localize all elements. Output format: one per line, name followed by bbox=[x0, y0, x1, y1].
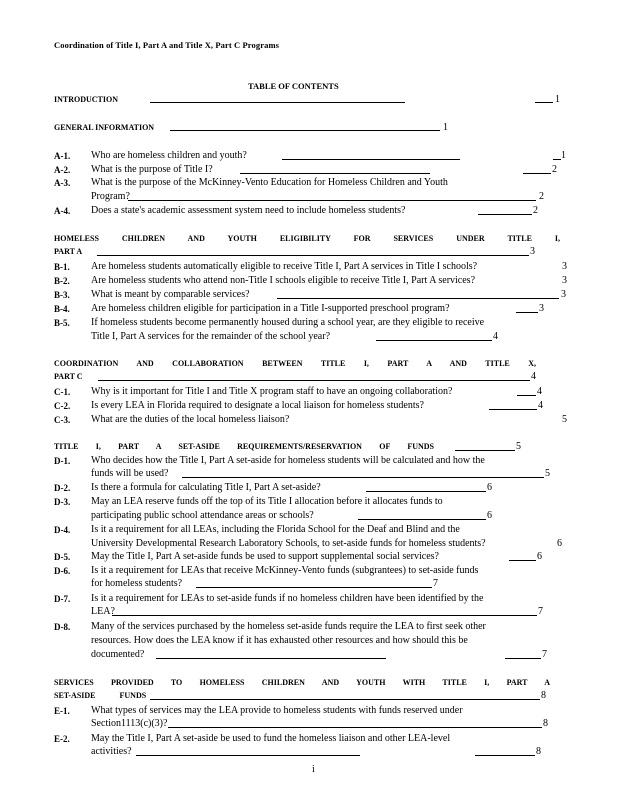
page-number: 2 bbox=[539, 191, 544, 202]
page-number: 4 bbox=[537, 386, 542, 397]
page-number: 3 bbox=[561, 289, 566, 300]
page-number: 7 bbox=[542, 649, 547, 660]
question-id: B-3. bbox=[54, 290, 70, 300]
section-title-line-2: SET-ASIDE FUNDS bbox=[54, 691, 147, 700]
leader-line bbox=[150, 699, 540, 700]
question-text: Who are homeless children and youth? bbox=[91, 150, 247, 161]
question-text: Who decides how the Title I, Part A set-aside for homeless students will be calculated and how the bbox=[91, 455, 485, 466]
question-text-continued: for homeless students? bbox=[91, 578, 183, 589]
leader-line bbox=[282, 159, 460, 160]
section-title-line-2: PART C bbox=[54, 372, 83, 381]
question-text: Why is it important for Title I and Title X program staff to have an ongoing collaboration? bbox=[91, 386, 453, 397]
page-number: 3 bbox=[562, 261, 567, 272]
leader-line bbox=[523, 173, 551, 174]
question-text: What is meant by comparable services? bbox=[91, 289, 250, 300]
question-id: A-1. bbox=[54, 151, 71, 161]
question-id: B-2. bbox=[54, 276, 70, 286]
question-text: Is it a requirement for LEAs that receive McKinney-Vento funds (subgrantees) to set-aside funds bbox=[91, 565, 479, 576]
page-number: 2 bbox=[552, 164, 557, 175]
leader-line bbox=[478, 214, 532, 215]
question-id: D-5. bbox=[54, 552, 71, 562]
page-number: 1 bbox=[555, 94, 560, 105]
leader-line bbox=[475, 755, 535, 756]
leader-line bbox=[489, 409, 537, 410]
page-number: 8 bbox=[543, 718, 548, 729]
question-id: D-8. bbox=[54, 622, 71, 632]
leader-line bbox=[170, 130, 440, 131]
leader-line bbox=[98, 380, 530, 381]
section-title-line: TITLE I, PART A SET-ASIDE REQUIREMENTS/RESERVATION OF FUNDS bbox=[54, 442, 434, 451]
question-text: Is it a requirement for LEAs to set-aside funds if no homeless children have been identified by the bbox=[91, 593, 484, 604]
page-number: 5 bbox=[545, 468, 550, 479]
question-id: A-3. bbox=[54, 178, 71, 188]
question-text: Is every LEA in Florida required to designate a local liaison for homeless students? bbox=[91, 400, 424, 411]
leader-line bbox=[376, 340, 492, 341]
question-text-continued: funds will be used? bbox=[91, 468, 169, 479]
question-id: D-7. bbox=[54, 594, 71, 604]
leader-line bbox=[128, 200, 536, 201]
question-text: What is the purpose of the McKinney-Vento Education for Homeless Children and Youth bbox=[91, 177, 448, 188]
question-text: Is there a formula for calculating Title I, Part A set-aside? bbox=[91, 482, 321, 493]
question-text: Are homeless children eligible for participation in a Title I-supported preschool program? bbox=[91, 303, 450, 314]
question-text: Are homeless students who attend non-Title I schools eligible to receive Title I, Part A services? bbox=[91, 275, 476, 286]
question-id: C-3. bbox=[54, 415, 71, 425]
section-set-aside bbox=[54, 442, 434, 454]
question-text-continued: Program? bbox=[91, 191, 130, 202]
leader-line bbox=[112, 615, 537, 616]
page-number: 6 bbox=[487, 482, 492, 493]
question-text: What is the purpose of Title I? bbox=[91, 164, 213, 175]
question-text-continued: resources. How does the LEA know if it has exhausted other resources and how should this be bbox=[91, 635, 468, 646]
question-text: May the Title I, Part A set-aside funds be used to support supplemental social services? bbox=[91, 551, 439, 562]
section-services-provided bbox=[54, 678, 550, 690]
question-id: B-4. bbox=[54, 304, 70, 314]
question-text: May the Title I, Part A set-aside be used to fund the homeless liaison and other LEA-level bbox=[91, 733, 451, 744]
leader-line bbox=[136, 755, 360, 756]
toc-title: TABLE OF CONTENTS bbox=[248, 81, 339, 91]
leader-line bbox=[517, 395, 536, 396]
page-number: 6 bbox=[537, 551, 542, 562]
question-text: What are the duties of the local homeless liaison? bbox=[91, 414, 290, 425]
leader-line bbox=[509, 560, 536, 561]
leader-line bbox=[455, 450, 515, 451]
question-text-continued: documented? bbox=[91, 649, 145, 660]
section-introduction: INTRODUCTION bbox=[54, 95, 119, 104]
section-general-information: GENERAL INFORMATION bbox=[54, 123, 155, 132]
leader-line bbox=[366, 491, 486, 492]
leader-line bbox=[150, 102, 405, 103]
question-text-continued: Title I, Part A services for the remainder of the school year? bbox=[91, 331, 331, 342]
question-id: D-1. bbox=[54, 456, 71, 466]
question-text: If homeless students become permanently housed during a school year, are they eligible to receive bbox=[91, 317, 485, 328]
page-number: 5 bbox=[516, 441, 521, 452]
page-number: 5 bbox=[562, 414, 567, 425]
page-number: 3 bbox=[562, 275, 567, 286]
page-number: 7 bbox=[538, 606, 543, 617]
question-id: E-1. bbox=[54, 706, 70, 716]
question-text-continued: participating public school attendance areas or schools? bbox=[91, 510, 314, 521]
page-number: 1 bbox=[443, 122, 448, 133]
page-number: 6 bbox=[487, 510, 492, 521]
document-header: Coordination of Title I, Part A and Title X, Part C Programs bbox=[54, 40, 280, 50]
section-title-line-2: PART A bbox=[54, 247, 83, 256]
leader-line bbox=[97, 255, 529, 256]
question-text: Does a state's academic assessment system need to include homeless students? bbox=[91, 205, 406, 216]
question-text-continued: University Developmental Research Laboratory Schools, to set-aside funds for homeless students? bbox=[91, 538, 486, 549]
question-id: D-3. bbox=[54, 497, 71, 507]
section-coordination bbox=[54, 359, 536, 371]
question-id: D-4. bbox=[54, 525, 71, 535]
question-text-continued: LEA? bbox=[91, 606, 115, 617]
page-number: 7 bbox=[433, 578, 438, 589]
leader-line bbox=[358, 519, 486, 520]
leader-line bbox=[277, 298, 559, 299]
page-number: 4 bbox=[531, 371, 536, 382]
page-number: 6 bbox=[557, 538, 562, 549]
question-id: B-5. bbox=[54, 318, 70, 328]
question-text: Many of the services purchased by the homeless set-aside funds require the LEA to first seek other bbox=[91, 621, 486, 632]
leader-line bbox=[196, 587, 432, 588]
leader-line bbox=[168, 727, 542, 728]
question-id: C-1. bbox=[54, 387, 71, 397]
leader-line bbox=[240, 173, 430, 174]
question-id: B-1. bbox=[54, 262, 70, 272]
leader-line bbox=[553, 159, 561, 160]
question-id: A-4. bbox=[54, 206, 71, 216]
leader-line bbox=[182, 477, 544, 478]
page-number: 8 bbox=[541, 690, 546, 701]
section-title-line: HOMELESS CHILDREN AND YOUTH ELIGIBILITY FOR SERVICES UNDER TITLE I, bbox=[54, 234, 560, 243]
question-id: D-2. bbox=[54, 483, 71, 493]
section-eligibility bbox=[54, 234, 560, 246]
page-number: 4 bbox=[493, 331, 498, 342]
question-text-continued: activities? bbox=[91, 746, 132, 757]
page-number: 3 bbox=[539, 303, 544, 314]
page-number: 4 bbox=[538, 400, 543, 411]
question-id: D-6. bbox=[54, 566, 71, 576]
leader-line bbox=[516, 312, 538, 313]
question-id: E-2. bbox=[54, 734, 70, 744]
leader-line bbox=[156, 658, 386, 659]
page-footer-number: i bbox=[312, 764, 315, 775]
section-title-line: SERVICES PROVIDED TO HOMELESS CHILDREN AND YOUTH WITH TITLE I, PART A bbox=[54, 678, 550, 687]
leader-line bbox=[505, 658, 541, 659]
section-title-line: COORDINATION AND COLLABORATION BETWEEN TITLE I, PART A AND TITLE X, bbox=[54, 359, 536, 368]
question-text: What types of services may the LEA provide to homeless students with funds reserved under bbox=[91, 705, 463, 716]
question-text-continued: Section1113(c)(3)? bbox=[91, 718, 168, 729]
page-number: 1 bbox=[561, 150, 566, 161]
page-number: 2 bbox=[533, 205, 538, 216]
question-text: May an LEA reserve funds off the top of its Title I allocation before it allocates funds to bbox=[91, 496, 443, 507]
question-text: Is it a requirement for all LEAs, including the Florida School for the Deaf and Blind and the bbox=[91, 524, 460, 535]
page-number: 8 bbox=[536, 746, 541, 757]
page-number: 3 bbox=[530, 246, 535, 257]
leader-line bbox=[535, 102, 553, 103]
question-id: C-2. bbox=[54, 401, 71, 411]
question-text: Are homeless students automatically eligible to receive Title I, Part A services in Title I schools? bbox=[91, 261, 478, 272]
question-id: A-2. bbox=[54, 165, 71, 175]
